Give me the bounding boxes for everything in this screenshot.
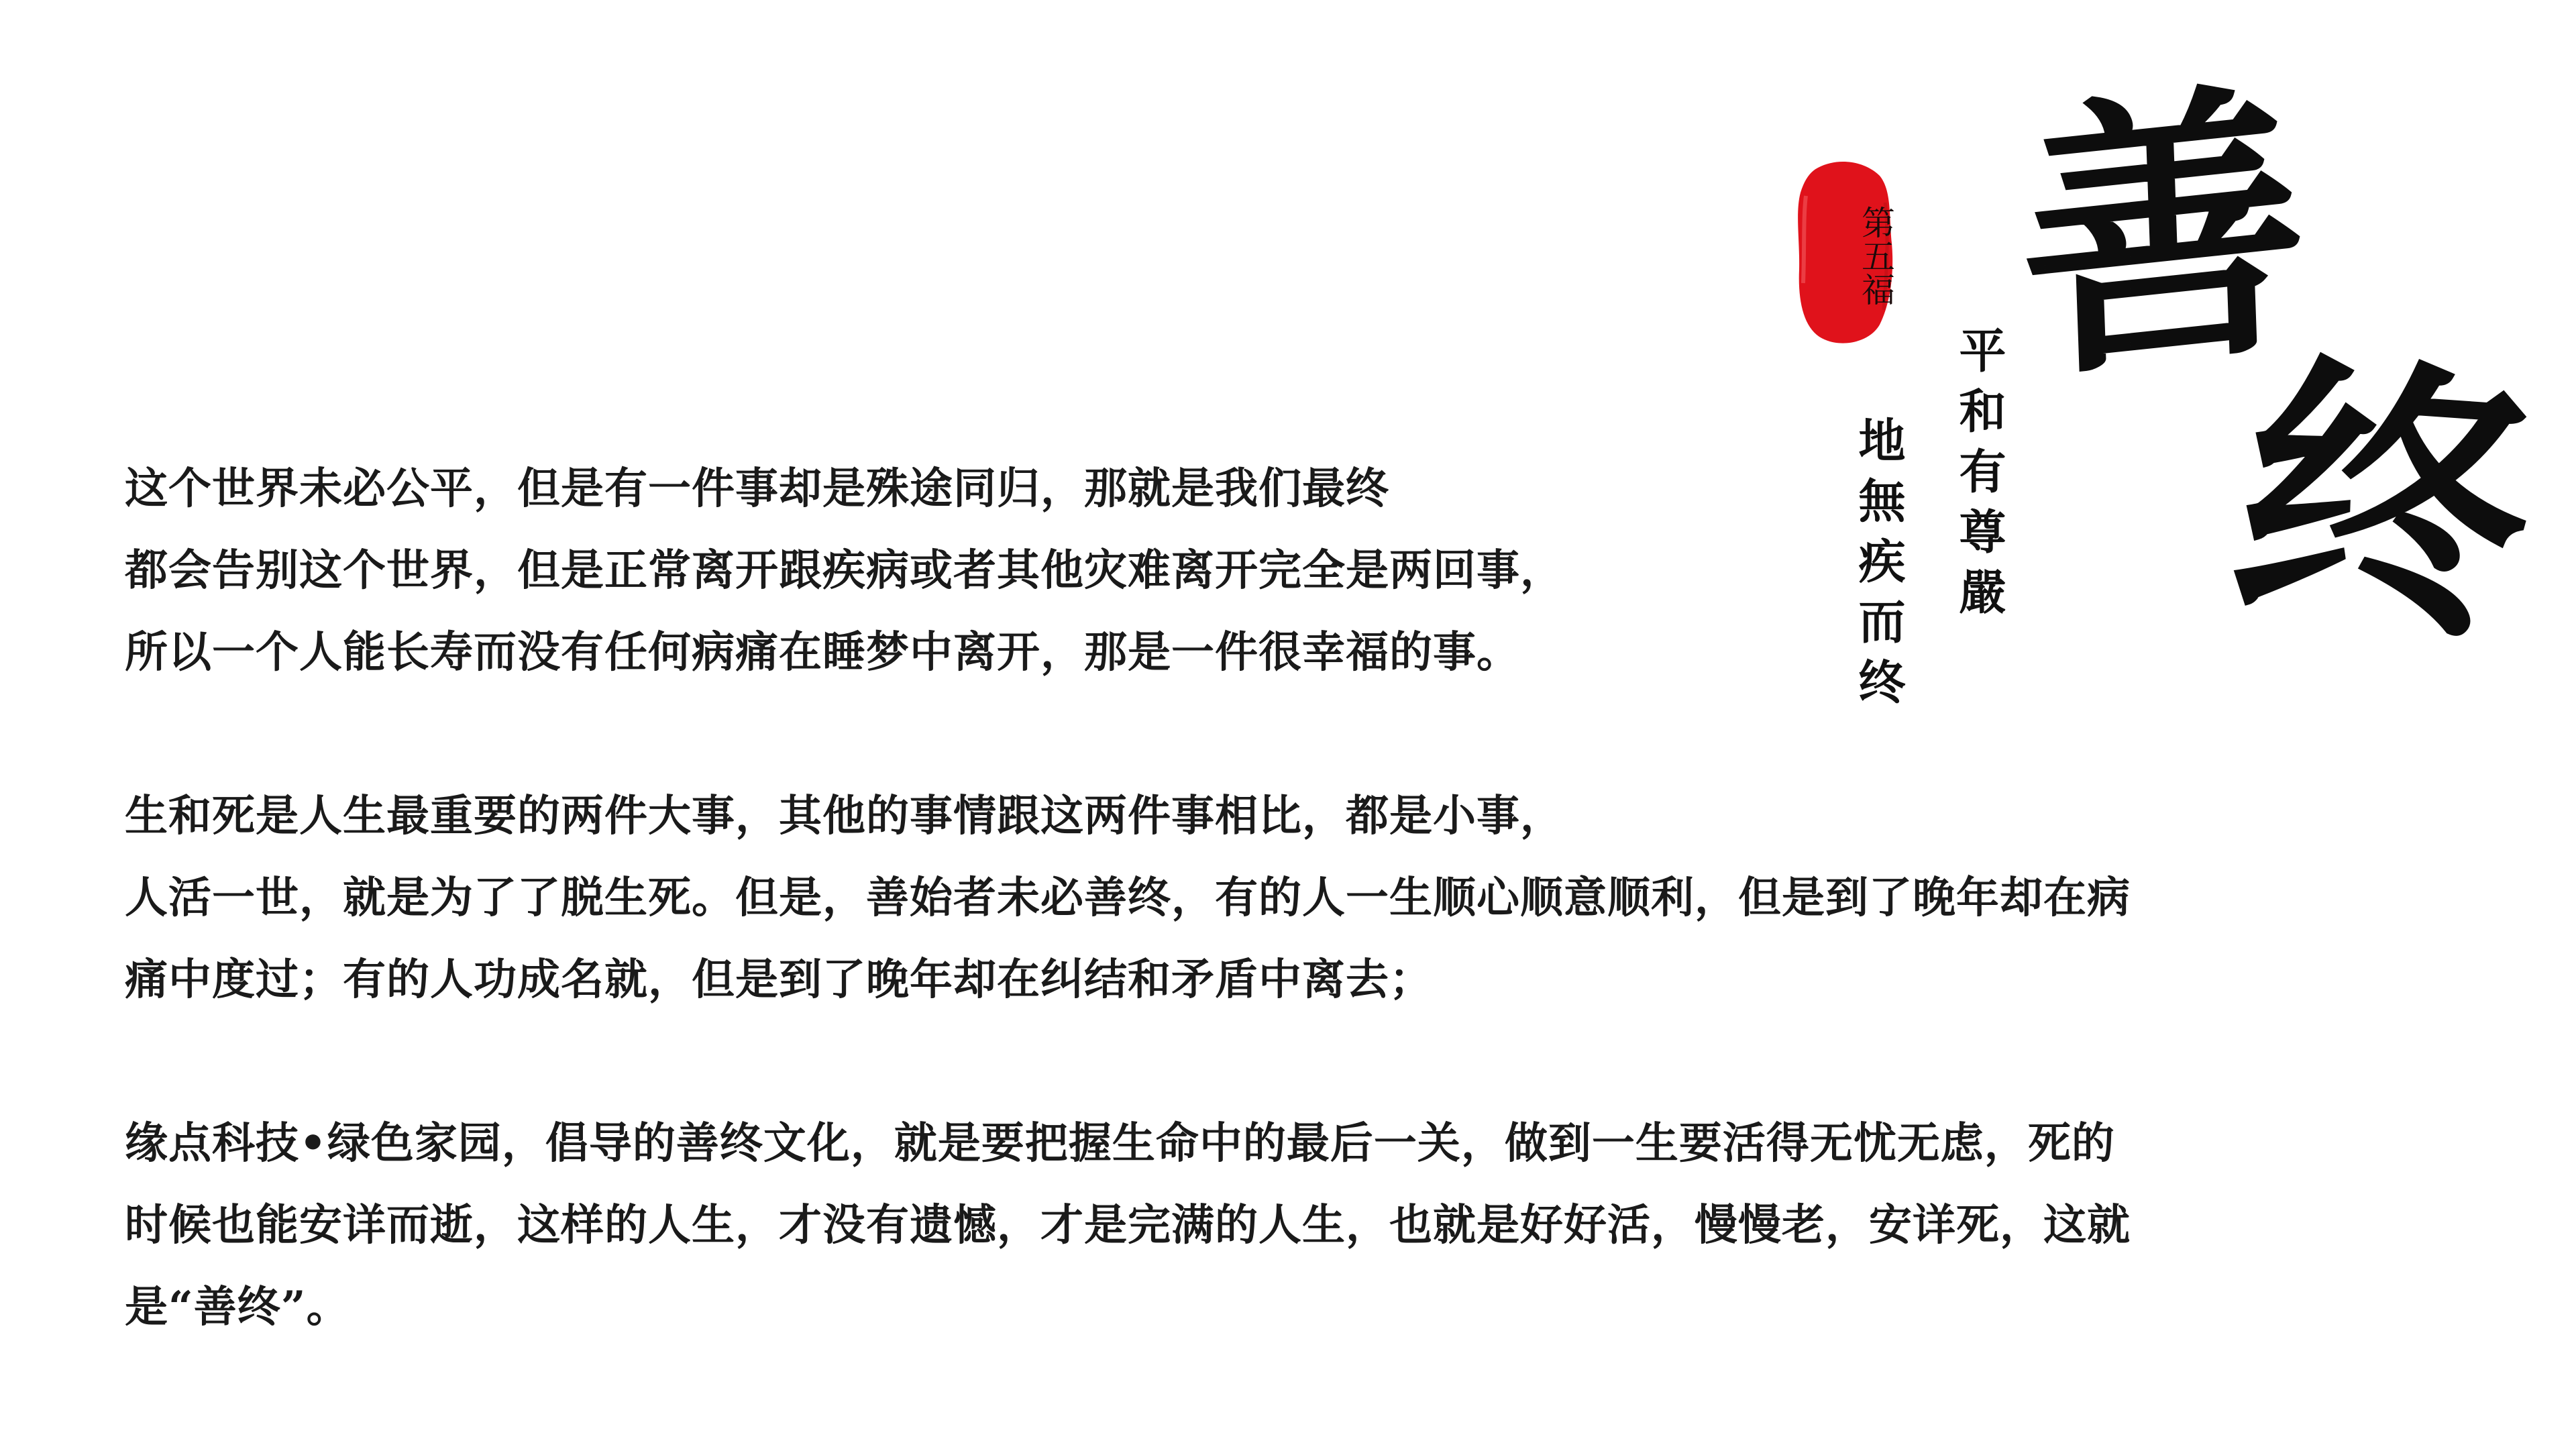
paragraph-line: 这个世界未必公平，但是有一件事却是殊途同归，那就是我们最终 xyxy=(125,464,1389,514)
paragraph-line: 所以一个人能长寿而没有任何病痛在睡梦中离开，那是一件很幸福的事。 xyxy=(125,627,1520,678)
paragraph-line: 都会告别这个世界，但是正常离开跟疾病或者其他灾难离开完全是两回事， xyxy=(125,545,1564,596)
paragraph-line: 是“善终”。 xyxy=(125,1282,350,1332)
paragraph-life-death xyxy=(125,775,2419,1021)
calligraphy-column-left: 地無疾而终 xyxy=(1851,416,1907,718)
paragraph-culture xyxy=(125,1103,2419,1348)
paragraph-line: 生和死是人生最重要的两件大事，其他的事情跟这两件事相比，都是小事， xyxy=(125,791,1564,841)
seal-text: 第五福 xyxy=(1856,205,1895,306)
paragraph-line: 缘点科技•绿色家园，倡导的善终文化，就是要把握生命中的最后一关，做到一生要活得无忧无虑，死的 xyxy=(125,1118,2115,1169)
title-calligraphy xyxy=(2014,50,2569,681)
red-seal-stamp xyxy=(1791,156,1897,350)
calligraphy-column-right: 平和有尊嚴 xyxy=(1951,326,2007,628)
title-char-shan: 善 xyxy=(2014,50,2313,419)
paragraph-line: 人活一世，就是为了了脱生死。但是，善始者未必善终，有的人一生顺心顺意顺利，但是到了晚年却在病 xyxy=(125,873,2131,923)
paragraph-line: 时候也能安详而逝，这样的人生，才没有遗憾，才是完满的人生，也就是好好活，慢慢老，安详死，这就 xyxy=(125,1200,2131,1250)
title-char-zhong: 终 xyxy=(2211,325,2559,681)
paragraph-line: 痛中度过；有的人功成名就，但是到了晚年却在纠结和矛盾中离去； xyxy=(125,955,1433,1005)
